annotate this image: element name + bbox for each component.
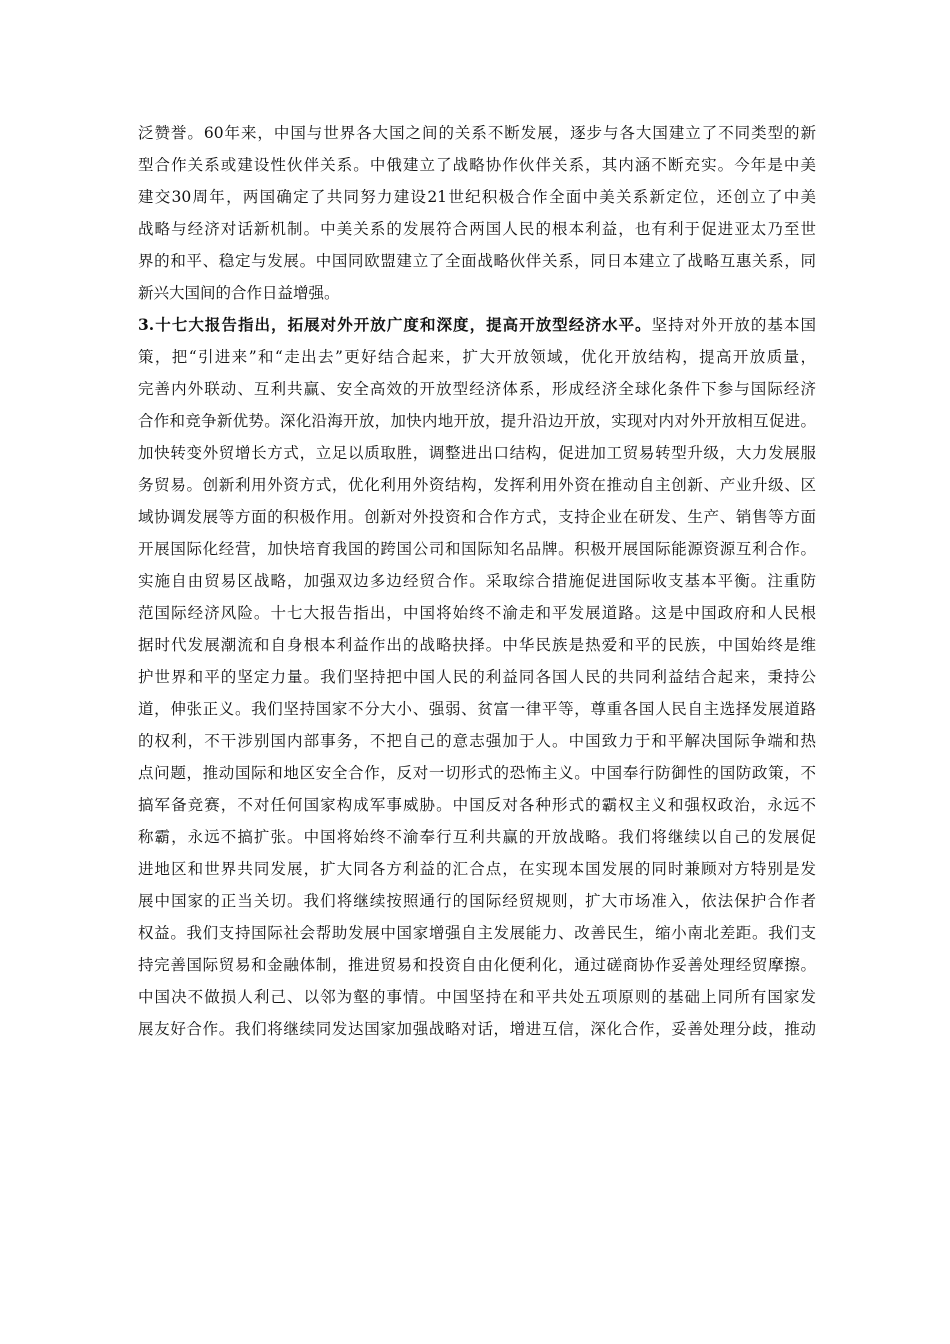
text-line: 完善内外联动、互利共赢、安全高效的开放型经济体系，形成经济全球化条件下参与国际经济 [138,380,816,398]
text-line: 点问题，推动国际和地区安全合作，反对一切形式的恐怖主义。中国奉行防御性的国防政策，不 [138,764,816,782]
text-line: 道，伸张正义。我们坚持国家不分大小、强弱、贫富一律平等，尊重各国人民自主选择发展道路 [138,700,816,718]
text-line: 泛赞誉。60年来，中国与世界各大国之间的关系不断发展，逐步与各大国建立了不同类型的新 [138,124,816,142]
text-line: 新兴大国间的合作日益增强。 [138,284,340,302]
text-line: 实施自由贸易区战略，加强双边多边经贸合作。采取综合措施促进国际收支基本平衡。注重防 [138,572,816,590]
text-line: 界的和平、稳定与发展。中国同欧盟建立了全面战略伙伴关系，同日本建立了战略互惠关系，同 [138,252,816,270]
text-line: 开展国际化经营，加快培育我国的跨国公司和国际知名品牌。积极开展国际能源资源互利合作。 [138,540,816,558]
text-line: 展友好合作。我们将继续同发达国家加强战略对话，增进互信，深化合作，妥善处理分歧，推动 [138,1020,816,1038]
text-line: 护世界和平的坚定力量。我们坚持把中国人民的利益同各国人民的共同利益结合起来，秉持公 [138,668,816,686]
paragraph-opening-up [138,309,816,1045]
text-line: 建交30周年，两国确定了共同努力建设21世纪积极合作全面中美关系新定位，还创立了中美 [138,188,816,206]
text-line: 域协调发展等方面的积极作用。创新对外投资和合作方式，支持企业在研发、生产、销售等方面 [138,508,816,526]
text-line: 搞军备竞赛，不对任何国家构成军事威胁。中国反对各种形式的霸权主义和强权政治，永远不 [138,796,816,814]
text-line: 战略与经济对话新机制。中美关系的发展符合两国人民的根本利益，也有利于促进亚太乃至世 [138,220,816,238]
text-line: 务贸易。创新利用外资方式，优化利用外资结构，发挥利用外资在推动自主创新、产业升级、区 [138,476,816,494]
text-line: 进地区和世界共同发展，扩大同各方利益的汇合点，在实现本国发展的同时兼顾对方特别是发 [138,860,816,878]
text-line: 的权利，不干涉别国内部事务，不把自己的意志强加于人。中国致力于和平解决国际争端和热 [138,732,816,750]
text-line: 称霸，永远不搞扩张。中国将始终不渝奉行互利共赢的开放战略。我们将继续以自己的发展促 [138,828,816,846]
text-line: 型合作关系或建设性伙伴关系。中俄建立了战略协作伙伴关系，其内涵不断充实。今年是中美 [138,156,816,174]
heading-line-rest: 坚持对外开放的基本国 [651,316,816,334]
text-line: 持完善国际贸易和金融体制，推进贸易和投资自由化便利化，通过磋商协作妥善处理经贸摩擦。 [138,956,816,974]
paragraph-major-power-relations [138,117,816,309]
document-body [138,117,816,1045]
text-line: 据时代发展潮流和自身根本利益作出的战略抉择。中华民族是热爱和平的民族，中国始终是维 [138,636,816,654]
text-line: 范国际经济风险。十七大报告指出，中国将始终不渝走和平发展道路。这是中国政府和人民根 [138,604,816,622]
text-line: 权益。我们支持国际社会帮助发展中国家增强自主发展能力、改善民生，缩小南北差距。我们支 [138,924,816,942]
text-line: 中国决不做损人利己、以邻为壑的事情。中国坚持在和平共处五项原则的基础上同所有国家发 [138,988,816,1006]
section-heading: 3.十七大报告指出，拓展对外开放广度和深度，提高开放型经济水平。 [138,315,652,334]
text-line: 策，把“引进来”和“走出去”更好结合起来，扩大开放领域，优化开放结构，提高开放质量， [138,348,816,366]
text-line: 加快转变外贸增长方式，立足以质取胜，调整进出口结构，促进加工贸易转型升级，大力发展服 [138,444,816,462]
text-line: 合作和竞争新优势。深化沿海开放，加快内地开放，提升沿边开放，实现对内对外开放相互促进。 [138,412,816,430]
text-line [138,309,816,341]
text-line: 展中国家的正当关切。我们将继续按照通行的国际经贸规则，扩大市场准入，依法保护合作者 [138,892,816,910]
